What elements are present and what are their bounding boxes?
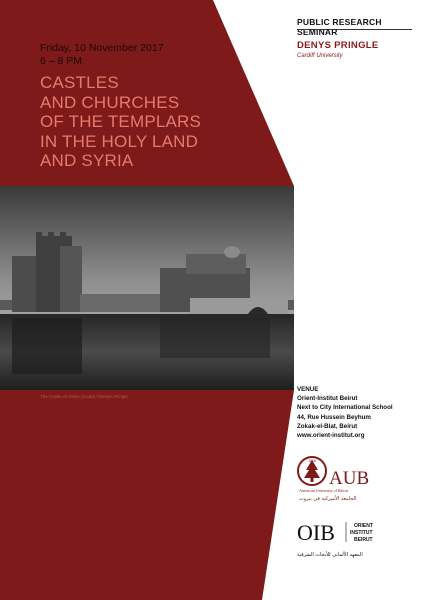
oib-line: INSTITUT <box>350 530 373 536</box>
aub-year: 1866 <box>308 459 316 463</box>
title-line: CASTLES <box>40 73 119 92</box>
speaker-name: DENYS PRINGLE <box>297 40 379 51</box>
venue-block <box>297 385 393 440</box>
castle-photo <box>0 186 294 390</box>
venue-line: Orient-Institut Beirut <box>297 395 358 403</box>
seminar-label: PUBLIC RESEARCH SEMINAR <box>297 17 382 37</box>
title-line: AND SYRIA <box>40 151 134 170</box>
oib-arabic: المعهد الألماني للأبحاث الشرقية <box>297 552 363 558</box>
event-title <box>40 73 201 171</box>
speaker-affiliation: Cardiff University <box>297 53 343 59</box>
venue-line: 44, Rue Hussein Beyhum <box>297 413 371 421</box>
aub-logo <box>294 453 384 505</box>
title-line: AND CHURCHES <box>40 92 180 112</box>
oib-line: BEIRUT <box>354 537 373 543</box>
oib-logo <box>296 518 386 570</box>
title-line: OF THE TEMPLARS <box>40 112 202 131</box>
aub-wordmark: AUB <box>329 468 370 489</box>
event-datetime <box>40 42 164 68</box>
photo-caption: The Castle of Sidon (Saida) ©Denys Pringle <box>40 394 128 399</box>
title-line: IN THE HOLY LAND <box>40 131 199 151</box>
venue-line: Zokak-el-Blat, Beirut <box>297 422 358 430</box>
header-divider <box>297 29 412 30</box>
venue-heading: VENUE <box>297 386 319 393</box>
event-time: 6 – 8 PM <box>40 55 83 67</box>
oib-wordmark: OIB <box>297 520 335 545</box>
aub-fullname: American University of Beirut <box>299 488 348 493</box>
aub-arabic: الجامعة الأميركية في بيروت <box>299 496 357 502</box>
venue-line: Next to City International School <box>297 404 393 412</box>
oib-line: ORIENT <box>354 523 373 529</box>
event-date: Friday, 10 November 2017 <box>40 42 164 54</box>
venue-url[interactable]: www.orient-institut.org <box>297 432 365 440</box>
